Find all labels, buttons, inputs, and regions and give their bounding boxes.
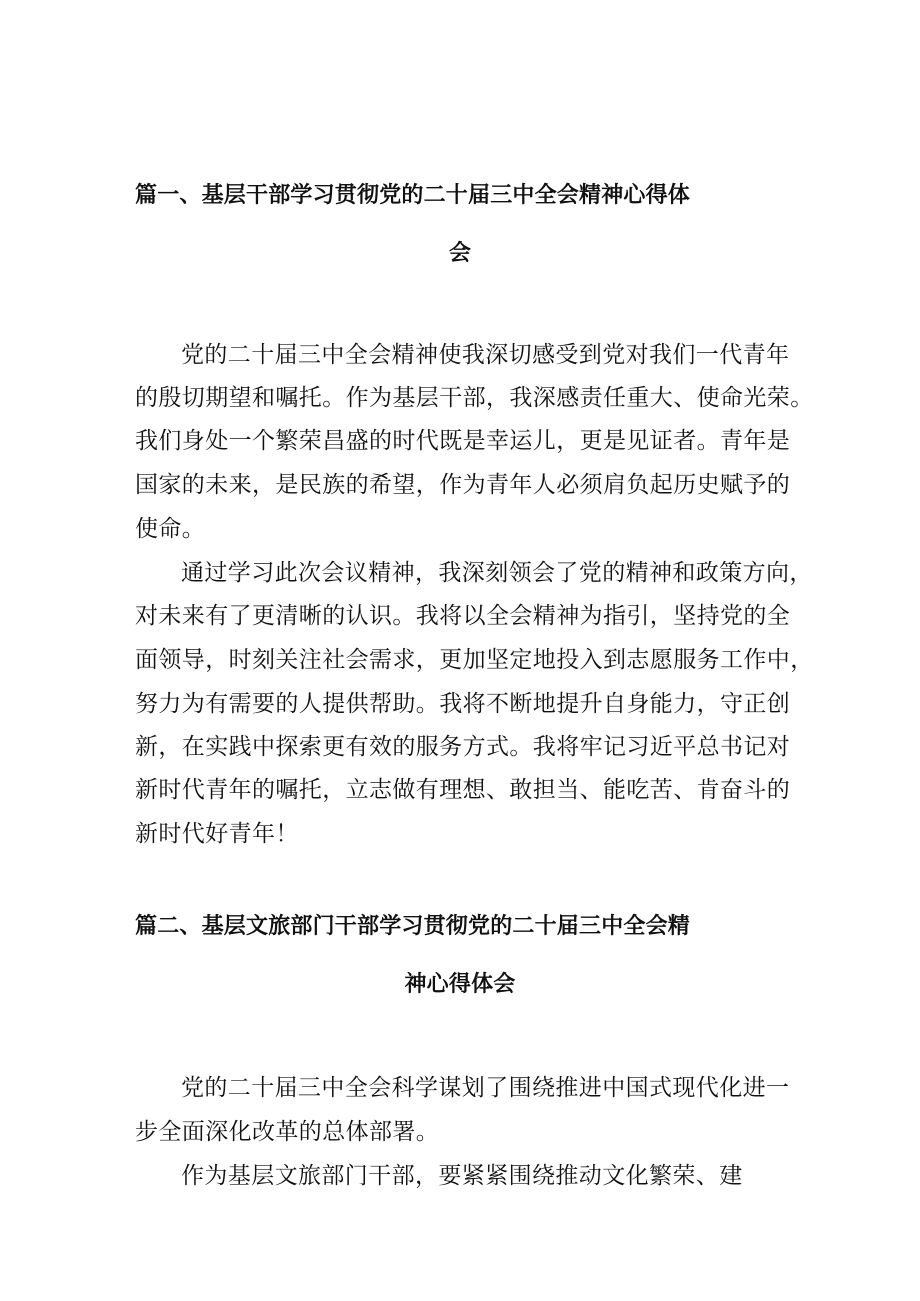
section-2-heading-line-2: 神心得体会 (404, 972, 516, 997)
paragraph-line: 党的二十届三中全会科学谋划了围绕推进中国式现代化进一 (181, 1075, 790, 1101)
paragraph-line: 作为基层文旅部门干部，要紧紧围绕推动文化繁荣、建 (181, 1163, 743, 1189)
paragraph-line: 面领导，时刻关注社会需求，更加坚定地投入到志愿服务工作中， (135, 647, 814, 673)
paragraph-line: 步全面深化改革的总体部署。 (135, 1119, 440, 1145)
section-2-heading-line-1: 篇二、基层文旅部门干部学习贯彻党的二十届三中全会精 (135, 914, 691, 939)
paragraph-line: 的殷切期望和嘱托。作为基层干部，我深感责任重大、使命光荣。 (135, 385, 814, 411)
paragraph-line: 党的二十届三中全会精神使我深切感受到党对我们一代青年 (181, 342, 790, 368)
paragraph-line: 新，在实践中探索更有效的服务方式。我将牢记习近平总书记对 (135, 734, 791, 760)
paragraph-line: 我们身处一个繁荣昌盛的时代既是幸运儿，更是见证者。青年是 (135, 428, 791, 454)
paragraph-line: 国家的未来，是民族的希望，作为青年人必须肩负起历史赋予的 (135, 472, 791, 498)
paragraph-line: 使命。 (135, 516, 206, 542)
paragraph-line: 努力为有需要的人提供帮助。我将不断地提升自身能力，守正创 (135, 691, 791, 717)
section-1-heading-line-2: 会 (448, 241, 472, 266)
paragraph-line: 对未来有了更清晰的认识。我将以全会精神为指引，坚持党的全 (135, 603, 791, 629)
section-1-heading-line-1: 篇一、基层干部学习贯彻党的二十届三中全会精神心得体 (135, 183, 691, 208)
paragraph-line: 新时代青年的嘱托，立志做有理想、敢担当、能吃苦、肯奋斗的 (135, 777, 791, 803)
paragraph-line: 新时代好青年！ (135, 821, 299, 847)
paragraph-line: 通过学习此次会议精神，我深刻领会了党的精神和政策方向， (181, 560, 813, 586)
